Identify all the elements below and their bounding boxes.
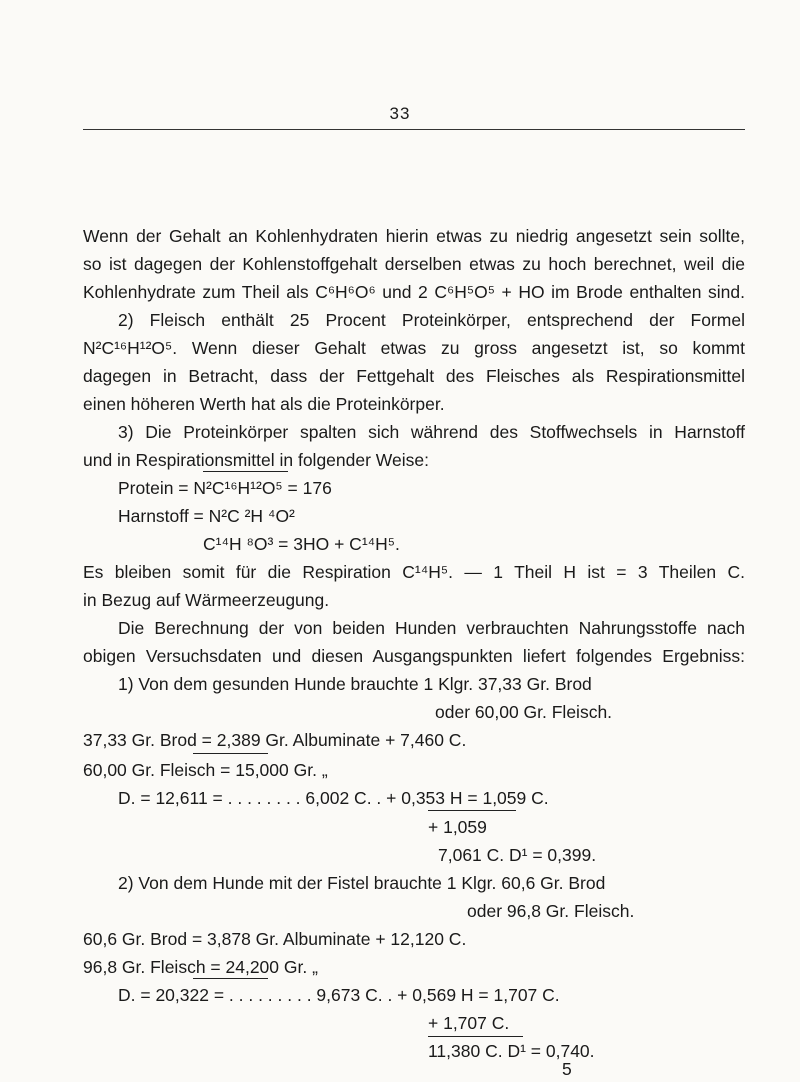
- text-line: N²C¹⁶H¹²O⁵. Wenn dieser Gehalt etwas zu gross angesetzt ist, so kommt: [83, 338, 745, 358]
- sum-rule: [203, 471, 288, 472]
- calc-line: 37,33 Gr. Brod = 2,389 Gr. Albuminate + 7,460 C.: [83, 730, 467, 750]
- text-line: Kohlenhydrate zum Theil als C⁶H⁶O⁶ und 2 C⁶H⁵O⁵ + HO im Brode enthalten sind.: [83, 282, 745, 302]
- text-line: oder 96,8 Gr. Fleisch.: [467, 901, 635, 921]
- formula-line: Protein = N²C¹⁶H¹²O⁵ = 176: [118, 478, 332, 498]
- header-rule: [83, 129, 745, 130]
- sum-rule: [428, 1036, 523, 1037]
- text-line: 3) Die Proteinkörper spalten sich während des Stoffwechsels in Harnstoff: [118, 422, 745, 442]
- calc-line: 7,061 C. D¹ = 0,399.: [438, 845, 597, 865]
- text-line: 2) Von dem Hunde mit der Fistel brauchte 1 Klgr. 60,6 Gr. Brod: [118, 873, 606, 893]
- calc-line: 96,8 Gr. Fleisch = 24,200 Gr. „: [83, 957, 318, 977]
- formula-line: Harnstoff = N²C ²H ⁴O²: [118, 506, 295, 526]
- text-line: in Bezug auf Wärmeerzeugung.: [83, 590, 330, 610]
- text-line: 1) Von dem gesunden Hunde brauchte 1 Klgr. 37,33 Gr. Brod: [118, 674, 592, 694]
- text-line: obigen Versuchsdaten und diesen Ausgangspunkten liefert folgendes Ergebniss:: [83, 646, 745, 666]
- text-line: und in Respirationsmittel in folgender Weise:: [83, 450, 429, 470]
- page-signature: 5: [562, 1059, 572, 1079]
- text-line: dagegen in Betracht, dass der Fettgehalt des Fleisches als Respirationsmittel: [83, 366, 745, 386]
- calc-line: 60,00 Gr. Fleisch = 15,000 Gr. „: [83, 760, 328, 780]
- sum-rule: [428, 810, 516, 811]
- text-line: Es bleiben somit für die Respiration C¹⁴H⁵. — 1 Theil H ist = 3 Theilen C.: [83, 562, 745, 582]
- page-number: 33: [389, 104, 411, 123]
- calc-line: + 1,059: [428, 817, 487, 837]
- text-line: so ist dagegen der Kohlenstoffgehalt derselben etwas zu hoch berechnet, weil die: [83, 254, 745, 274]
- text-line: oder 60,00 Gr. Fleisch.: [435, 702, 613, 722]
- sum-rule: [193, 753, 268, 754]
- text-line: 2) Fleisch enthält 25 Procent Proteinkörper, entsprechend der Formel: [118, 310, 745, 330]
- text-line: Wenn der Gehalt an Kohlenhydraten hierin etwas zu niedrig angesetzt sein sollte,: [83, 226, 745, 246]
- sum-rule: [193, 978, 268, 979]
- calc-line: 11,380 C. D¹ = 0,740.: [428, 1041, 595, 1061]
- formula-line: C¹⁴H ⁸O³ = 3HO + C¹⁴H⁵.: [203, 534, 400, 554]
- calc-line: 60,6 Gr. Brod = 3,878 Gr. Albuminate + 12,120 C.: [83, 929, 467, 949]
- calc-line: D. = 20,322 = . . . . . . . . . 9,673 C. . + 0,569 H = 1,707 C.: [118, 985, 560, 1005]
- calc-line: D. = 12,611 = . . . . . . . . 6,002 C. . + 0,353 H = 1,059 C.: [118, 788, 549, 808]
- text-line: einen höheren Werth hat als die Proteinkörper.: [83, 394, 445, 414]
- text-line: Die Berechnung der von beiden Hunden verbrauchten Nahrungsstoffe nach: [118, 618, 745, 638]
- calc-line: + 1,707 C.: [428, 1013, 510, 1033]
